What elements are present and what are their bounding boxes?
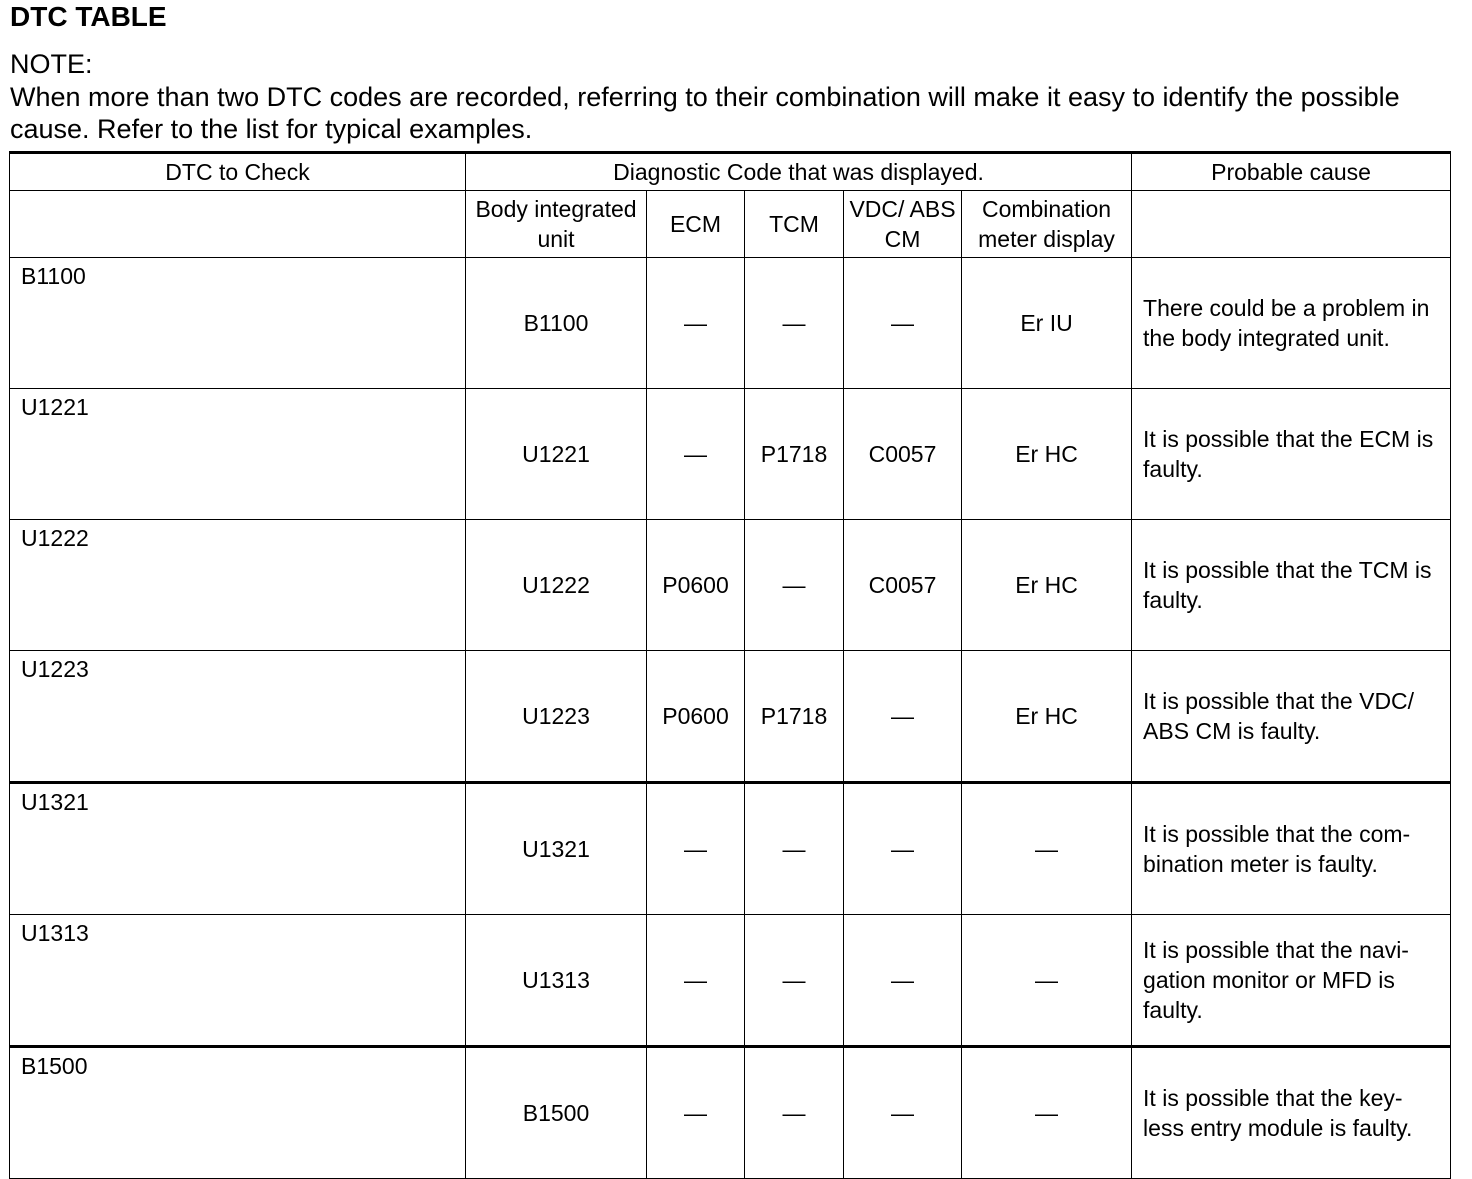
probable-cause-cell: It is possible that the key- less entry module is faulty. — [1132, 1047, 1451, 1179]
tcm-cell: — — [745, 915, 844, 1047]
table-row — [10, 1047, 1451, 1179]
table-row — [10, 783, 1451, 915]
dtc-to-check-cell: B1100 — [10, 258, 466, 389]
dtc-to-check-cell: U1313 — [10, 915, 466, 1047]
body-integrated-unit-cell: B1500 — [466, 1047, 647, 1179]
combination-meter-cell: — — [962, 1047, 1132, 1179]
vdc-abs-cm-cell: C0057 — [844, 520, 962, 651]
tcm-cell: — — [745, 258, 844, 389]
ecm-cell: P0600 — [647, 520, 745, 651]
tcm-cell: — — [745, 783, 844, 915]
header-ecm: ECM — [647, 191, 745, 258]
body-integrated-unit-cell: U1321 — [466, 783, 647, 915]
vdc-abs-cm-cell: — — [844, 915, 962, 1047]
ecm-cell: — — [647, 915, 745, 1047]
combination-meter-cell: Er HC — [962, 651, 1132, 783]
ecm-cell: — — [647, 1047, 745, 1179]
probable-cause-cell: It is possible that the TCM is faulty. — [1132, 520, 1451, 651]
dtc-to-check-cell: B1500 — [10, 1047, 466, 1179]
dtc-to-check-cell: U1321 — [10, 783, 466, 915]
tcm-cell: P1718 — [745, 651, 844, 783]
dtc-table — [9, 151, 1451, 1179]
page-title: DTC TABLE — [10, 1, 167, 32]
dtc-to-check-cell: U1223 — [10, 651, 466, 783]
ecm-cell: — — [647, 783, 745, 915]
tcm-cell: — — [745, 520, 844, 651]
vdc-abs-cm-cell: — — [844, 783, 962, 915]
body-integrated-unit-cell: B1100 — [466, 258, 647, 389]
probable-cause-cell: It is possible that the navi- gation monitor or MFD is faulty. — [1132, 915, 1451, 1047]
ecm-cell: P0600 — [647, 651, 745, 783]
table-row — [10, 915, 1451, 1047]
header-blank-cause — [1132, 191, 1451, 258]
ecm-cell: — — [647, 258, 745, 389]
body-integrated-unit-cell: U1313 — [466, 915, 647, 1047]
combination-meter-cell: Er HC — [962, 389, 1132, 520]
vdc-abs-cm-cell: — — [844, 258, 962, 389]
table-row — [10, 520, 1451, 651]
combination-meter-cell: — — [962, 915, 1132, 1047]
tcm-cell: P1718 — [745, 389, 844, 520]
vdc-abs-cm-cell: C0057 — [844, 389, 962, 520]
dtc-to-check-cell: U1222 — [10, 520, 466, 651]
dtc-to-check-cell: U1221 — [10, 389, 466, 520]
vdc-abs-cm-cell: — — [844, 1047, 962, 1179]
body-integrated-unit-cell: U1223 — [466, 651, 647, 783]
tcm-cell: — — [745, 1047, 844, 1179]
probable-cause-cell: It is possible that the VDC/ ABS CM is faulty. — [1132, 651, 1451, 783]
table-row — [10, 389, 1451, 520]
header-dtc-to-check: DTC to Check — [10, 153, 466, 191]
body-integrated-unit-cell: U1221 — [466, 389, 647, 520]
header-vdc-abs-cm: VDC/ ABS CM — [844, 191, 962, 258]
header-probable-cause: Probable cause — [1132, 153, 1451, 191]
note-heading: NOTE: — [10, 49, 93, 79]
table-row — [10, 651, 1451, 783]
header-body-integrated-unit: Body integrated unit — [466, 191, 647, 258]
probable-cause-cell: There could be a problem in the body integrated unit. — [1132, 258, 1451, 389]
header-tcm: TCM — [745, 191, 844, 258]
note-text: When more than two DTC codes are recorded, referring to their combination will make it easy to identify the possible cause. Refer to the list for typical examples. — [10, 82, 1400, 144]
body-integrated-unit-cell: U1222 — [466, 520, 647, 651]
header-row-sub — [10, 191, 1451, 258]
vdc-abs-cm-cell: — — [844, 651, 962, 783]
table-row — [10, 258, 1451, 389]
probable-cause-cell: It is possible that the ECM is faulty. — [1132, 389, 1451, 520]
header-row-main — [10, 153, 1451, 191]
ecm-cell: — — [647, 389, 745, 520]
header-combination-meter: Combination meter display — [962, 191, 1132, 258]
header-diagnostic-code: Diagnostic Code that was displayed. — [466, 153, 1132, 191]
combination-meter-cell: — — [962, 783, 1132, 915]
probable-cause-cell: It is possible that the com- bination meter is faulty. — [1132, 783, 1451, 915]
combination-meter-cell: Er IU — [962, 258, 1132, 389]
header-blank — [10, 191, 466, 258]
combination-meter-cell: Er HC — [962, 520, 1132, 651]
